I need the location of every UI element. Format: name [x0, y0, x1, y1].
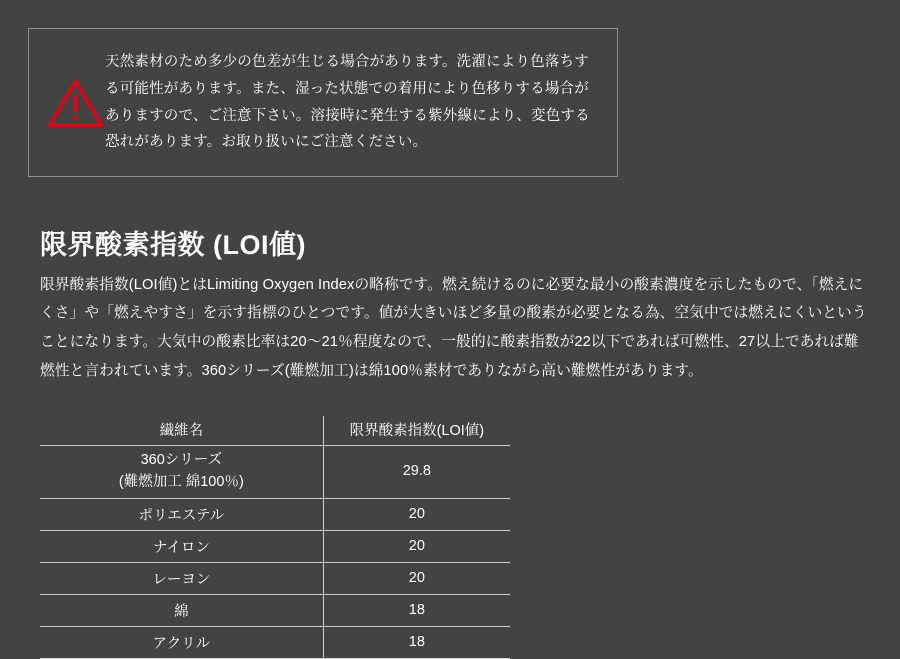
loi-table-body: [40, 446, 510, 659]
warning-notice-text: 天然素材のため多少の色差が生じる場合があります。洗濯により色落ちする可能性があります。また、湿った状態での着用により色移りする場合がありますので、ご注意下さい。溶接時に発生する紫外線により、変色する恐れがあります。お取り扱いにご注意ください。: [105, 54, 590, 151]
page-title: 限界酸素指数 (LOI値): [40, 230, 306, 261]
table-row: [40, 594, 510, 626]
table-row: [40, 498, 510, 530]
cell-loi-value: 20: [323, 530, 510, 562]
cell-fiber-name: ポリエステル: [40, 498, 323, 530]
table-row: [40, 626, 510, 658]
column-header-fiber-name: 繊維名: [40, 416, 323, 446]
warning-notice: [28, 28, 618, 177]
table-row: [40, 530, 510, 562]
loi-table-container: [40, 416, 510, 659]
loi-table: [40, 416, 510, 659]
column-header-loi-value: 限界酸素指数(LOI値): [323, 416, 510, 446]
cell-loi-value: 18: [323, 594, 510, 626]
section-paragraph: 限界酸素指数(LOI値)とはLimiting Oxygen Indexの略称です。燃え続けるのに必要な最小の酸素濃度を示したもので、「燃えにくさ」や「燃えやすさ」を示す指標のひとつです。値が大きいほど多量の酸素が必要となる為、空気中では燃えにくいということになります。大気中の酸素比率は20〜21％程度なので、一般的に酸素指数が22以下であれば可燃性、27以上であれば難燃性と言われています。360シリーズ(難燃加工)は綿100％素材でありながら高い難燃性があります。: [40, 276, 867, 379]
cell-fiber-name: ナイロン: [40, 530, 323, 562]
cell-loi-value: 18: [323, 626, 510, 658]
cell-loi-value: 20: [323, 562, 510, 594]
table-header-row: [40, 416, 510, 446]
cell-fiber-name-line1: 360シリーズ: [140, 452, 223, 468]
table-row: [40, 446, 510, 499]
cell-loi-value: 20: [323, 498, 510, 530]
table-row: [40, 562, 510, 594]
cell-loi-value: 29.8: [323, 446, 510, 499]
cell-fiber-name: アクリル: [40, 626, 323, 658]
cell-fiber-name: [40, 446, 323, 499]
loi-table-header: [40, 416, 510, 446]
cell-fiber-name: 綿: [40, 594, 323, 626]
cell-fiber-name: レーヨン: [40, 562, 323, 594]
cell-fiber-name-line2: (難燃加工 綿100％): [118, 473, 244, 490]
warning-triangle-icon: [45, 78, 105, 128]
